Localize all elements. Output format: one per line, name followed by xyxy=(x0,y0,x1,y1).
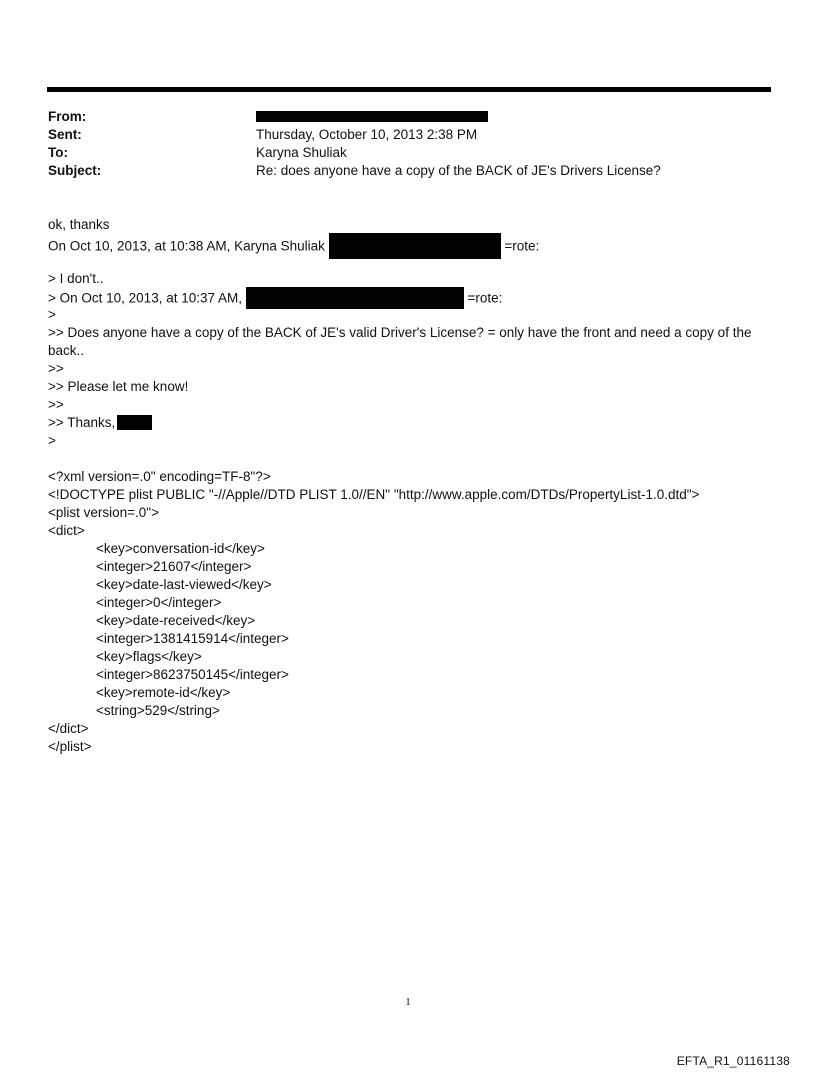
subject-row xyxy=(48,162,768,180)
plist-line: </dict> xyxy=(48,721,89,736)
redaction-box xyxy=(117,415,152,430)
signoff-text: >> Thanks, xyxy=(48,415,116,430)
from-label: From: xyxy=(48,109,87,124)
plist-line: <key>date-last-viewed</key> xyxy=(96,577,272,592)
plist-line: <key>date-received</key> xyxy=(96,613,256,628)
quoted-line: >> xyxy=(48,397,64,412)
quoted-attribution xyxy=(48,288,768,306)
quoted-line: > xyxy=(48,307,56,322)
plist-line: <?xml version=.0" encoding=TF-8"?> xyxy=(48,469,271,484)
attribution-text: > On Oct 10, 2013, at 10:37 AM, xyxy=(48,290,246,306)
plist-line: <key>conversation-id</key> xyxy=(96,541,265,556)
body-line: ok, thanks xyxy=(48,217,110,232)
sent-row xyxy=(48,126,768,144)
plist-line: <plist version=.0"> xyxy=(48,505,159,520)
plist-line: <integer>8623750145</integer> xyxy=(96,667,289,682)
sent-value: Thursday, October 10, 2013 2:38 PM xyxy=(256,127,478,142)
to-row xyxy=(48,144,768,162)
attribution-text: On Oct 10, 2013, at 10:38 AM, Karyna Shuliak xyxy=(48,238,329,254)
plist-line: <integer>1381415914</integer> xyxy=(96,631,289,646)
subject-label: Subject: xyxy=(48,163,102,178)
to-value: Karyna Shuliak xyxy=(256,145,347,160)
quoted-line: > I don't.. xyxy=(48,271,104,286)
plist-line: <key>remote-id</key> xyxy=(96,685,231,700)
attribution-suffix: =rote: xyxy=(463,290,503,306)
reply-attribution xyxy=(48,234,768,252)
plist-line: <!DOCTYPE plist PUBLIC "-//Apple//DTD PLIST 1.0//EN" "http://www.apple.com/DTDs/PropertyList-1.0.dtd"> xyxy=(48,487,700,502)
email-body xyxy=(48,216,768,756)
quoted-line: >> xyxy=(48,361,64,376)
from-value xyxy=(256,108,488,126)
sent-label: Sent: xyxy=(48,127,82,142)
email-header xyxy=(48,108,768,180)
redaction-box xyxy=(329,233,501,259)
redaction-box xyxy=(256,111,488,122)
page-number: 1 xyxy=(405,996,411,1008)
header-rule xyxy=(47,87,771,92)
quoted-line: > xyxy=(48,433,56,448)
bates-number: EFTA_R1_01161138 xyxy=(676,1054,790,1068)
plist-line: <string>529</string> xyxy=(96,703,220,718)
subject-value: Re: does anyone have a copy of the BACK of JE's Drivers License? xyxy=(256,163,661,178)
attribution-suffix: =rote: xyxy=(500,238,540,254)
plist-line: <key>flags</key> xyxy=(96,649,202,664)
plist-line: <integer>0</integer> xyxy=(96,595,222,610)
plist-line: </plist> xyxy=(48,739,92,754)
plist-line: <dict> xyxy=(48,523,85,538)
from-row xyxy=(48,108,768,126)
quoted-signoff xyxy=(48,414,768,432)
plist-line: <integer>21607</integer> xyxy=(96,559,252,574)
to-label: To: xyxy=(48,145,68,160)
spacer xyxy=(48,450,768,468)
quoted-line: >> Does anyone have a copy of the BACK of JE's valid Driver's License? = only have the front and need a copy of the back.. xyxy=(48,325,752,358)
quoted-line: >> Please let me know! xyxy=(48,379,189,394)
